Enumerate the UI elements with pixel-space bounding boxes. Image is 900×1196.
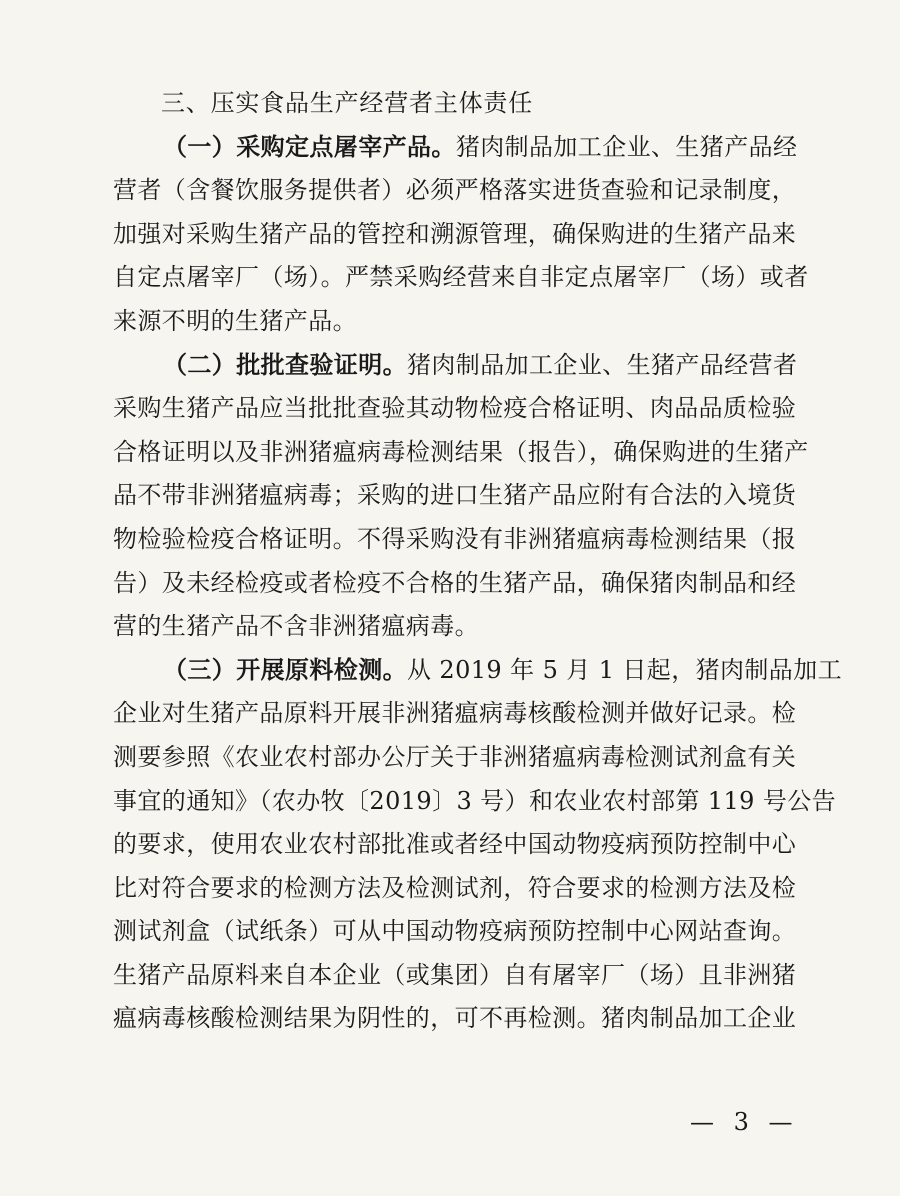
page-number: — 3 — xyxy=(690,1108,799,1136)
paragraph-3-line: 测试剂盒（试纸条）可从中国动物疫病预防控制中心网站查询。 xyxy=(113,917,797,946)
paragraph-3-title: （三）开展原料检测。 xyxy=(163,655,407,684)
paragraph-1-line: 营者（含餐饮服务提供者）必须严格落实进货查验和记录制度， xyxy=(113,176,797,205)
paragraph-2-first-line xyxy=(113,344,798,388)
paragraph-3-first-line xyxy=(113,649,842,693)
paragraph-3-line: 瘟病毒核酸检测结果为阴性的，可不再检测。猪肉制品加工企业 xyxy=(113,1004,797,1033)
paragraph-1-line: 加强对采购生猪产品的管控和溯源管理，确保购进的生猪产品来 xyxy=(113,219,797,248)
paragraph-2-line: 合格证明以及非洲猪瘟病毒检测结果（报告），确保购进的生猪产 xyxy=(113,437,809,466)
document-body xyxy=(113,82,842,1041)
paragraph-3-line: 比对符合要求的检测方法及检测试剂，符合要求的检测方法及检 xyxy=(113,873,797,902)
paragraph-2-line: 物检验检疫合格证明。不得采购没有非洲猪瘟病毒检测结果（报 xyxy=(113,524,797,553)
paragraph-1-first-line xyxy=(113,126,798,170)
paragraph-1-line: 猪肉制品加工企业、生猪产品经 xyxy=(455,132,798,161)
paragraph-2-title: （二）批批查验证明。 xyxy=(163,350,407,379)
paragraph-3-line: 从 2019 年 5 月 1 日起，猪肉制品加工 xyxy=(407,655,842,684)
paragraph-1-line: 来源不明的生猪产品。 xyxy=(113,306,357,335)
paragraph-2-line: 品不带非洲猪瘟病毒；采购的进口生猪产品应附有合法的入境货 xyxy=(113,481,797,510)
paragraph-3-line: 事宜的通知》（农办牧〔2019〕3 号）和农业农村部第 119 号公告 xyxy=(113,786,837,815)
paragraph-2-line: 采购生猪产品应当批批查验其动物检疫合格证明、肉品品质检验 xyxy=(113,394,797,423)
paragraph-2-line: 猪肉制品加工企业、生猪产品经营者 xyxy=(407,350,798,379)
paragraph-3-line: 企业对生猪产品原料开展非洲猪瘟病毒核酸检测并做好记录。检 xyxy=(113,699,797,728)
paragraph-3-line: 测要参照《农业农村部办公厅关于非洲猪瘟病毒检测试剂盒有关 xyxy=(113,742,797,771)
paragraph-2-line: 告）及未经检疫或者检疫不合格的生猪产品，确保猪肉制品和经 xyxy=(113,568,797,597)
section-heading: 三、压实食品生产经营者主体责任 xyxy=(161,89,533,117)
paragraph-3-line: 生猪产品原料来自本企业（或集团）自有屠宰厂（场）且非洲猪 xyxy=(113,960,797,989)
paragraph-3-line: 的要求，使用农业农村部批准或者经中国动物疫病预防控制中心 xyxy=(113,830,797,859)
paragraph-1-title: （一）采购定点屠宰产品。 xyxy=(163,132,456,161)
paragraph-1-line: 自定点屠宰厂（场）。严禁采购经营来自非定点屠宰厂（场）或者 xyxy=(113,263,809,292)
paragraph-2-line: 营的生猪产品不含非洲猪瘟病毒。 xyxy=(113,612,479,641)
